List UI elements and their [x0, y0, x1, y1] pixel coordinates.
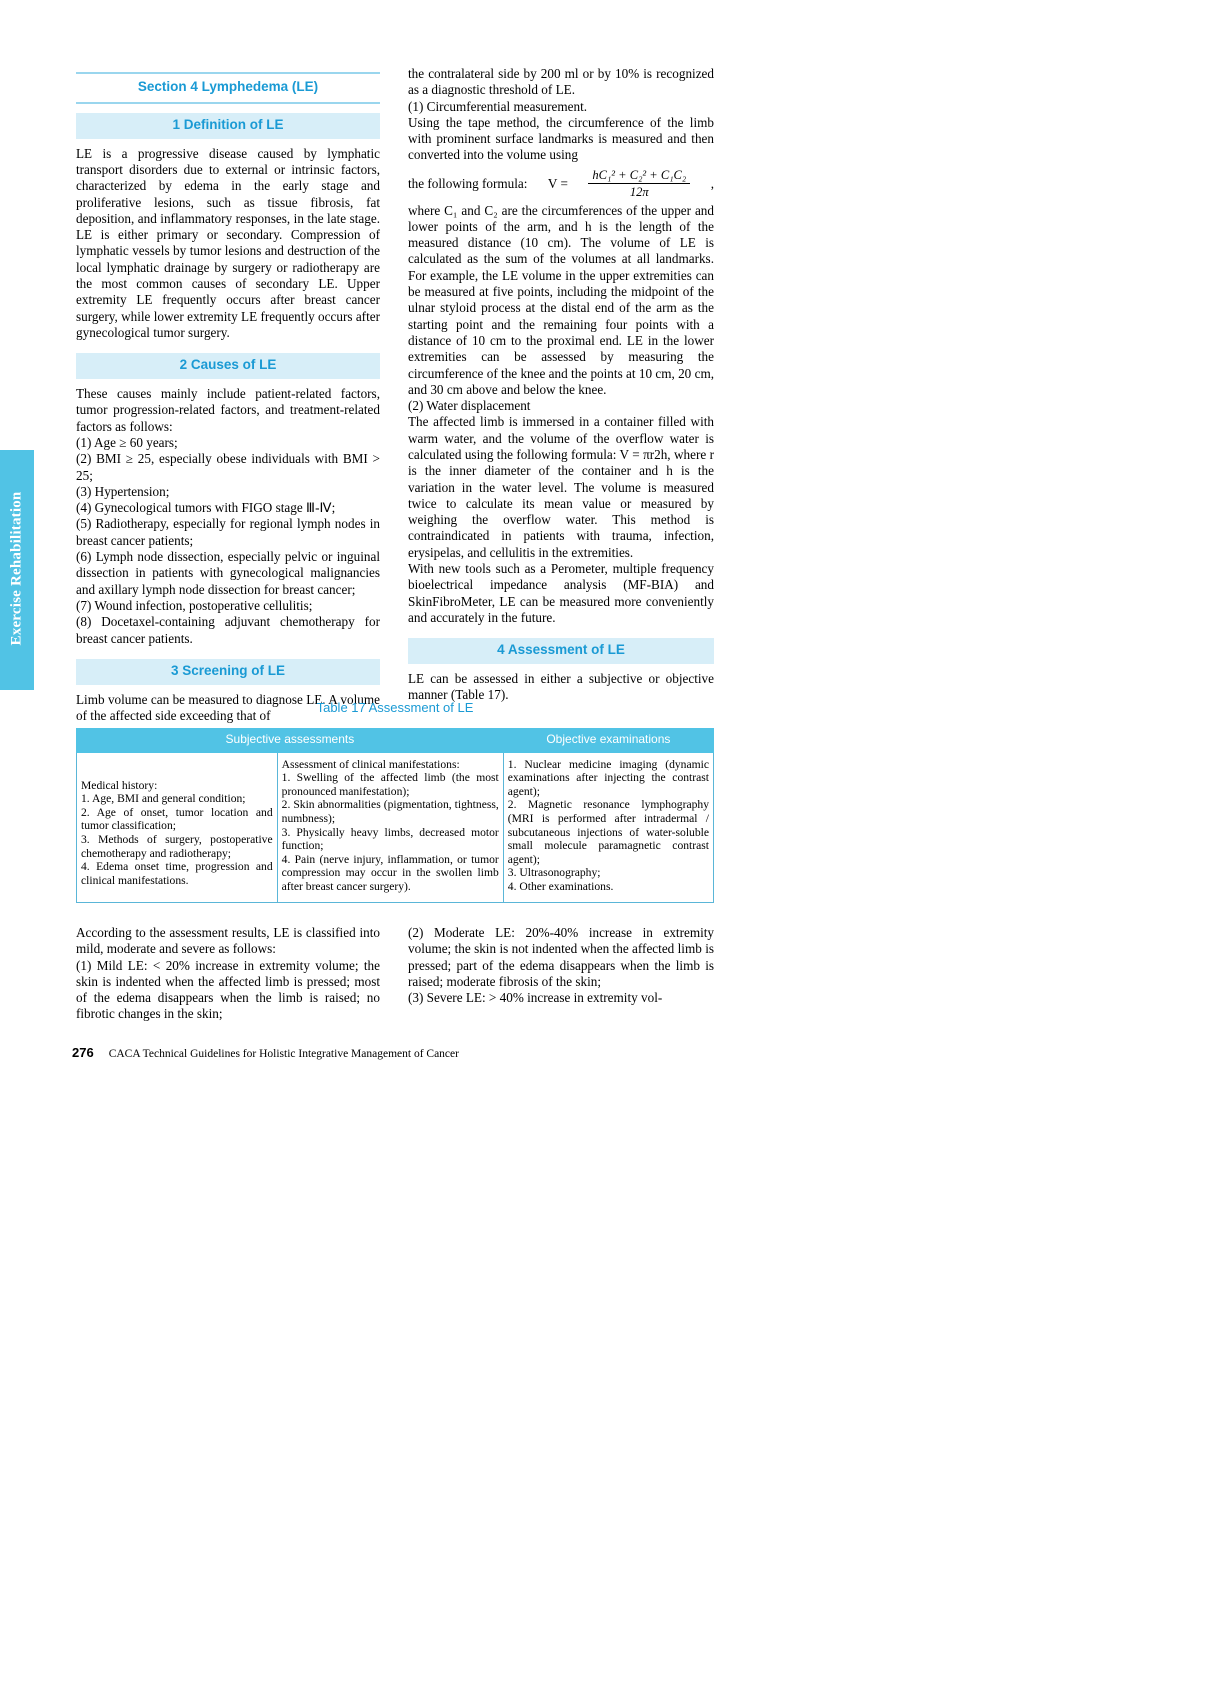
section-heading: Section 4 Lymphedema (LE) — [76, 72, 380, 104]
causes-intro: These causes mainly include patient-related factors, tumor progression-related factors, and treatment-related factors as follows: — [76, 386, 380, 434]
method3-body: With new tools such as a Perometer, multiple frequency bioelectrical impedance analysis (MF-BIA) and SkinFibroMeter, LE can be measured more conveniently and accurately in the future. — [408, 561, 714, 625]
classification-mild: (1) Mild LE: < 20% increase in extremity volume; the skin is indented when the affected limb is pressed; most of the edema disappears when the limb is raised; no fibrotic changes in the skin; — [76, 957, 380, 1022]
cell-objective-examinations — [503, 752, 713, 902]
cell-subjective-history — [77, 752, 278, 902]
screening-paragraph: Limb volume can be measured to diagnose LE. A volume of the affected side exceeding that of — [76, 691, 380, 723]
side-tab — [0, 450, 34, 690]
cell-line: 3. Ultrasonography; — [507, 866, 601, 880]
table-header-objective: Objective examinations — [503, 729, 713, 753]
method2-body: The affected limb is immersed in a container filled with warm water, and the volume of the overflow water is calculated using the following formula: V = πr2h, where r is the inner diameter of the container and h is the variation in the water level. The volume is measured twice to calculate its mean value or measured by weighing the overflow water. This method is contraindicated in patients with trauma, infection, erysipelas, and cellulitis in the extremities. — [408, 414, 714, 560]
classification-intro: According to the assessment results, LE is classified into mild, moderate and severe as follows: — [76, 925, 380, 957]
formula-lead: the following formula: — [408, 175, 528, 191]
causes-item: (2) BMI ≥ 25, especially obese individuals with BMI > 25; — [76, 451, 380, 483]
cell-line: 1. Age, BMI and general condition; — [81, 792, 246, 806]
formula-numerator: hC₁² + C₂² + C₁C₂ — [588, 168, 690, 184]
cell-line: 1. Nuclear medicine imaging (dynamic examinations after injecting the contrast agent); — [507, 757, 709, 798]
volume-formula — [408, 168, 714, 200]
cell-line: Assessment of clinical manifestations: — [281, 757, 460, 771]
subsection-heading-assessment: 4 Assessment of LE — [408, 638, 714, 664]
subsection-heading-screening: 3 Screening of LE — [76, 659, 380, 685]
causes-item: (5) Radiotherapy, especially for regional lymph nodes in breast cancer patients; — [76, 516, 380, 548]
formula-v-label: V = — [547, 175, 568, 191]
cell-line: 4. Other examinations. — [507, 879, 614, 893]
method1-body: Using the tape method, the circumference of the limb with prominent surface landmarks is measured and then converted into the volume using — [408, 114, 714, 163]
table-header-row — [77, 729, 714, 753]
cell-subjective-manifestations — [277, 752, 503, 902]
footer-text: CACA Technical Guidelines for Holistic Integrative Management of Cancer — [108, 1048, 459, 1060]
table-row — [77, 752, 714, 902]
cell-line: 3. Methods of surgery, postoperative chemotherapy and radiotherapy; — [81, 832, 273, 860]
causes-item: (1) Age ≥ 60 years; — [76, 434, 178, 450]
cell-line: 3. Physically heavy limbs, decreased motor function; — [281, 825, 499, 853]
formula-fraction — [588, 168, 690, 200]
cell-line: 2. Magnetic resonance lymphography (MRI is performed after intradermal / subcutaneous injections of water-soluble small molecule paramagnetic contrast agent); — [507, 798, 709, 866]
formula-comma: , — [710, 175, 714, 191]
left-column — [76, 72, 380, 724]
table-header-subjective: Subjective assessments — [77, 729, 504, 753]
subsection-heading-causes: 2 Causes of LE — [76, 353, 380, 379]
cell-line: 4. Edema onset time, progression and clinical manifestations. — [81, 860, 273, 887]
classification-severe: (3) Severe LE: > 40% increase in extremity vol- — [408, 990, 663, 1006]
cell-line: 4. Pain (nerve injury, inflammation, or tumor compression may occur in the swollen limb after breast cancer surgery). — [281, 852, 499, 893]
bottom-left-column — [76, 925, 380, 1023]
definition-paragraph: LE is a progressive disease caused by lymphatic transport disorders due to external or intrinsic factors, characterized by edema in the early stage and proliferative lesions, such as tissue fibrosis, fat deposition, and inflammatory responses, in the late stage. LE is either primary or secondary. Compression of lymphatic vessels by tumor lesions and destruction of the local lymphatic drainage by surgery or radiotherapy are the most common causes of secondary LE. Upper extremity LE frequently occurs after breast cancer surgery, while lower extremity LE frequently occurs after gynecological tumor surgery. — [76, 145, 380, 340]
formula-explanation: where C₁ and C₂ are the circumferences of the upper and lower points of the arm, and h is the length of the measured distance (10 cm). The volume of LE is calculated as the sum of the volumes at all landmarks. For example, the LE volume in the upper extremities can be measured at five points, including the midpoint of the ulnar styloid process at the distal end of the arm as the starting point and the remaining four points with a distance of 10 cm to the proximal end. LE in the lower extremities can be assessed by measuring the circumference of the knee and the points at 10 cm, 20 cm, and 30 cm above and below the knee. — [408, 202, 714, 397]
classification-moderate: (2) Moderate LE: 20%-40% increase in extremity volume; the skin is not indented when the affected limb is pressed; part of the edema disappears when the limb is raised; moderate fibrosis of the skin; — [408, 925, 714, 989]
cell-line: 2. Age of onset, tumor location and tumor classification; — [81, 805, 273, 833]
cell-line: Medical history: — [81, 778, 158, 792]
side-tab-label: Exercise Rehabilitation — [8, 491, 25, 646]
bottom-right-column — [408, 925, 714, 1006]
method1-title: (1) Circumferential measurement. — [408, 98, 588, 114]
causes-item: (6) Lymph node dissection, especially pelvic or inguinal dissection in patients with gynecological malignancies and axillary lymph node dissection for breast cancer; — [76, 549, 380, 597]
cell-line: 1. Swelling of the affected limb (the most pronounced manifestation); — [281, 771, 499, 798]
table-caption: Table 17 Assessment of LE — [316, 700, 474, 715]
page-number: 276 — [72, 1045, 94, 1060]
subsection-heading-definition: 1 Definition of LE — [76, 113, 380, 139]
cell-line: 2. Skin abnormalities (pigmentation, tightness, numbness); — [281, 798, 499, 825]
right-column — [408, 66, 714, 704]
assessment-table — [76, 728, 714, 903]
continuation-paragraph: the contralateral side by 200 ml or by 10% is recognized as a diagnostic threshold of LE. — [408, 66, 714, 98]
causes-item: (7) Wound infection, postoperative cellulitis; — [76, 597, 313, 613]
assessment-paragraph: LE can be assessed in either a subjective or objective manner (Table 17). — [408, 671, 714, 703]
causes-item: (3) Hypertension; — [76, 483, 170, 499]
method2-title: (2) Water displacement — [408, 398, 531, 414]
formula-denominator: 12π — [629, 185, 649, 200]
page-footer — [72, 1045, 459, 1061]
causes-item: (8) Docetaxel-containing adjuvant chemotherapy for breast cancer patients. — [76, 614, 380, 646]
causes-item: (4) Gynecological tumors with FIGO stage Ⅲ-Ⅳ; — [76, 500, 336, 516]
